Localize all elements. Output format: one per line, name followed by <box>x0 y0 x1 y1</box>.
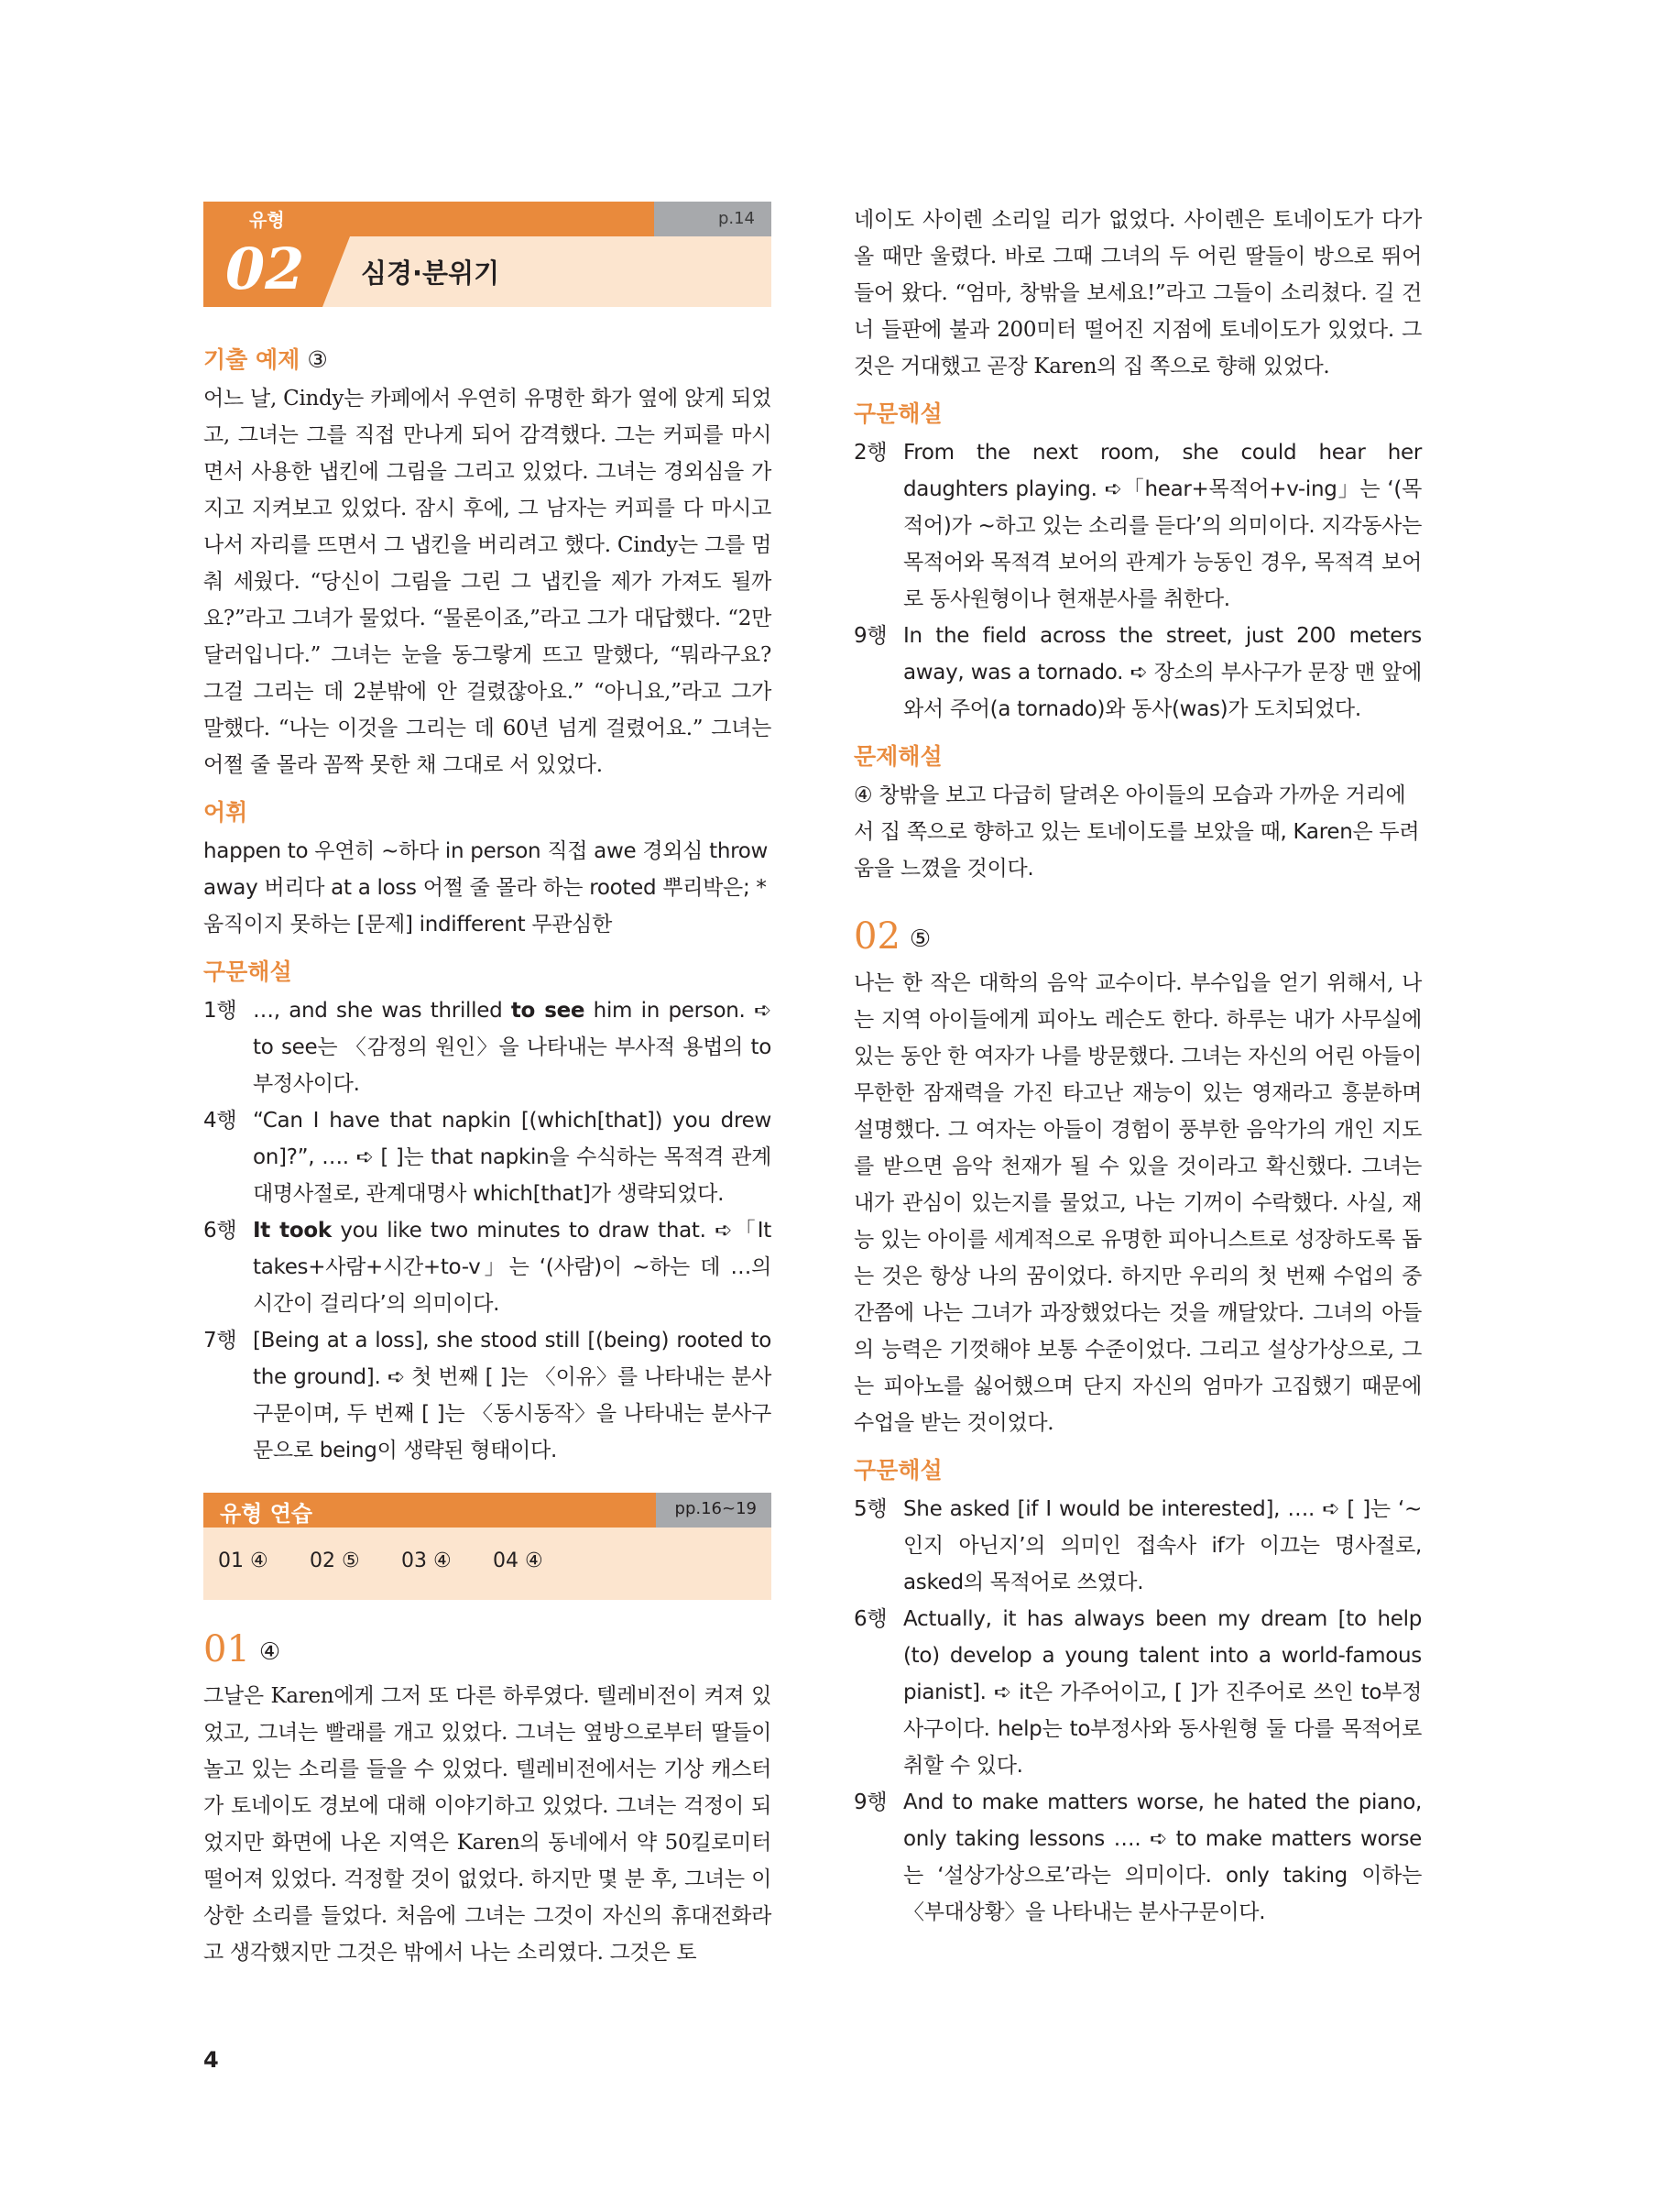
example-grammar-heading: 구문해설 <box>203 958 292 985</box>
type-number: 02 <box>225 235 305 302</box>
type-header-box <box>203 202 771 307</box>
grammar-item: 6행 Actually, it has always been my dream [to help (to) develop a young talent into a world-famous pianist]. ➪ it은 가주어이고, [ ]가 진주어로 쓰인 to부정사구이다. help는 to부정사와 동사원형 둘 다를 목적어로 취할 수 있다. <box>854 1607 1422 1778</box>
vocab-heading: 어휘 <box>203 799 248 826</box>
grammar-item: 7행 [Being at a loss], she stood still [(being) rooted to the ground]. ➪ 첫 번째 [ ]는 〈이유〉를 나타내는 분사구문이며, 두 번째 [ ]는 〈동시동작〉을 나타내는 분사구문으로 being이 생략된 형태이다. <box>203 1329 771 1462</box>
practice-box <box>203 1493 771 1600</box>
q02-answer: ⑤ <box>909 925 932 953</box>
q02-grammar-heading: 구문해설 <box>854 1457 943 1484</box>
vocab-list: happen to 우연히 ~하다 in person 직접 awe 경외심 throw away 버리다 at a loss 어쩔 줄 몰라 하는 rooted 뿌리박은; *움직이지 못하는 [문제] indifferent 무관심한 <box>203 839 769 936</box>
page-number: 4 <box>203 2047 219 2073</box>
q02-heading: 02 ⑤ <box>854 915 932 958</box>
q01-heading: 01 ④ <box>203 1628 281 1670</box>
q01-answer: ④ <box>258 1638 281 1666</box>
type-title: 심경·분위기 <box>361 257 500 289</box>
type-label: 유형 <box>249 209 285 231</box>
practice-title: 유형 연습 <box>220 1501 313 1527</box>
grammar-item: 4행 “Can I have that napkin [(which[that]) you drew on]?”, …. ➪ [ ]는 that napkin을 수식하는 목적격 관계대명사절로, 관계대명사 which[that]가 생략되었다. <box>203 1109 771 1206</box>
grammar-item: 1행 …, and she was thrilled to see him in person. ➪ to see는 〈감정의 원인〉을 나타내는 부사적 용법의 to부정사이다. <box>203 999 771 1096</box>
example-translation: 어느 날, Cindy는 카페에서 우연히 유명한 화가 옆에 앉게 되었고, 그녀는 그를 직접 만나게 되어 감격했다. 그는 커피를 마시면서 사용한 냅킨에 그림을 그리고 있었다. 그녀는 경외심을 가지고 지켜보고 있었다. 잠시 후에, 그 남자는 커피를 다 마시고 나서 자리를 뜨면서 그 냅킨을 버리려고 했다. Cindy는 그를 멈춰 세웠다. “당신이 그림을 그린 그 냅킨을 제가 가져도 될까요?”라고 그녀가 물었다. “물론이죠,”라고 그가 대답했다. “2만 달러입니다.” 그녀는 눈을 동그랗게 뜨고 말했다, “뭐라구요? 그걸 그리는 데 2분밖에 안 걸렸잖아요.” “아니요,”라고 그가 말했다. “나는 이것을 그리는 데 60년 넘게 걸렸어요.” 그녀는 어쩔 줄 몰라 꼼짝 못한 채 그대로 서 있었다. <box>203 387 771 777</box>
grammar-item: 9행 And to make matters worse, he hated the piano, only taking lessons …. ➪ to make matters worse는 ‘설상가상으로’라는 의미이다. only taking 이하는 〈부대상황〉을 나타내는 분사구문이다. <box>854 1790 1422 1924</box>
answer-item: 01 ④ <box>218 1549 268 1572</box>
grammar-item: 6행 It took you like two minutes to draw that. ➪「It takes+사람+시간+to-v」는 ‘(사람)이 ~하는 데 …의 시간이 걸리다’의 의미이다. <box>203 1219 771 1316</box>
example-answer: ③ <box>307 346 328 373</box>
answer-item: 04 ④ <box>493 1549 543 1572</box>
grammar-item: 5행 She asked [if I would be interested], …. ➪ [ ]는 ‘~인지 아닌지’의 의미인 접속사 if가 이끄는 명사절로, asked의 목적어로 쓰였다. <box>854 1497 1422 1594</box>
left-column <box>203 202 771 1971</box>
answer-item: 02 ⑤ <box>310 1549 360 1572</box>
type-page-ref: p.14 <box>717 209 755 228</box>
practice-pages: pp.16~19 <box>674 1499 757 1518</box>
q01-grammar-heading: 구문해설 <box>854 400 943 427</box>
q01-translation-part2: 네이도 사이렌 소리일 리가 없었다. 사이렌은 토네이도가 다가올 때만 울렸다. 바로 그때 그녀의 두 어린 딸들이 방으로 뛰어 들어 왔다. “엄마, 창밖을 보세요!”라고 그들이 소리쳤다. 길 건너 들판에 불과 200미터 떨어진 지점에 토네이도가 있었다. 그것은 거대했고 곧장 Karen의 집 쪽으로 향해 있었다. <box>854 208 1422 378</box>
answer-item: 03 ④ <box>401 1549 452 1572</box>
q01-translation-part1: 그날은 Karen에게 그저 또 다른 하루였다. 텔레비전이 켜져 있었고, 그녀는 빨래를 개고 있었다. 그녀는 옆방으로부터 딸들이 놀고 있는 소리를 들을 수 있었다. 텔레비전에서는 기상 캐스터가 토네이도 경보에 대해 이야기하고 있었다. 그녀는 걱정이 되었지만 화면에 나온 지역은 Karen의 동네에서 약 50킬로미터 떨어져 있었다. 걱정할 것이 없었다. 하지만 몇 분 후, 그녀는 이상한 소리를 들었다. 처음에 그녀는 그것이 자신의 휴대전화라고 생각했지만 그것은 밖에서 나는 소리였다. 그것은 토 <box>203 1684 771 1965</box>
q02-translation: 나는 한 작은 대학의 음악 교수이다. 부수입을 얻기 위해서, 나는 지역 아이들에게 피아노 레슨도 한다. 하루는 내가 사무실에 있는 동안 한 여자가 나를 방문했다. 그녀는 자신의 어린 아들이 무한한 잠재력을 가진 타고난 재능이 있는 영재라고 흥분하며 설명했다. 그 여자는 아들이 경험이 풍부한 음악가의 개인 지도를 받으면 음악 천재가 될 수 있을 것이라고 확신했다. 그녀는 내가 관심이 있는지를 물었고, 나는 기꺼이 수락했다. 사실, 재능 있는 아이를 세계적으로 유명한 피아니스트로 성장하도록 돕는 것은 항상 나의 꿈이었다. 하지만 우리의 첫 번째 수업의 중간쯤에 나는 그녀가 과장했었다는 것을 깨달았다. 그녀의 아들의 능력은 기껏해야 보통 수준이었다. 그리고 설상가상으로, 그는 피아노를 싫어했으며 단지 자신의 엄마가 고집했기 때문에 수업을 받는 것이었다. <box>854 971 1422 1435</box>
q01-solution-heading: 문제해설 <box>854 743 943 770</box>
example-heading: 기출 예제 ③ <box>203 346 328 373</box>
grammar-item: 9행 In the field across the street, just 200 meters away, was a tornado. ➪ 장소의 부사구가 문장 맨 앞에 와서 주어(a tornado)와 동사(was)가 도치되었다. <box>854 624 1422 721</box>
q01-solution: ④ 창밖을 보고 다급히 달려온 아이들의 모습과 가까운 거리에서 집 쪽으로 향하고 있는 토네이도를 보았을 때, Karen은 두려움을 느꼈을 것이다. <box>854 783 1420 881</box>
right-column <box>854 202 1422 1931</box>
practice-answers <box>218 1549 584 1572</box>
grammar-item: 2행 From the next room, she could hear her daughters playing. ➪「hear+목적어+v-ing」는 ‘(목적어)가 ~하고 있는 소리를 듣다’의 의미이다. 지각동사는 목적어와 목적격 보어의 관계가 능동인 경우, 목적격 보어로 동사원형이나 현재분사를 취한다. <box>854 441 1422 611</box>
